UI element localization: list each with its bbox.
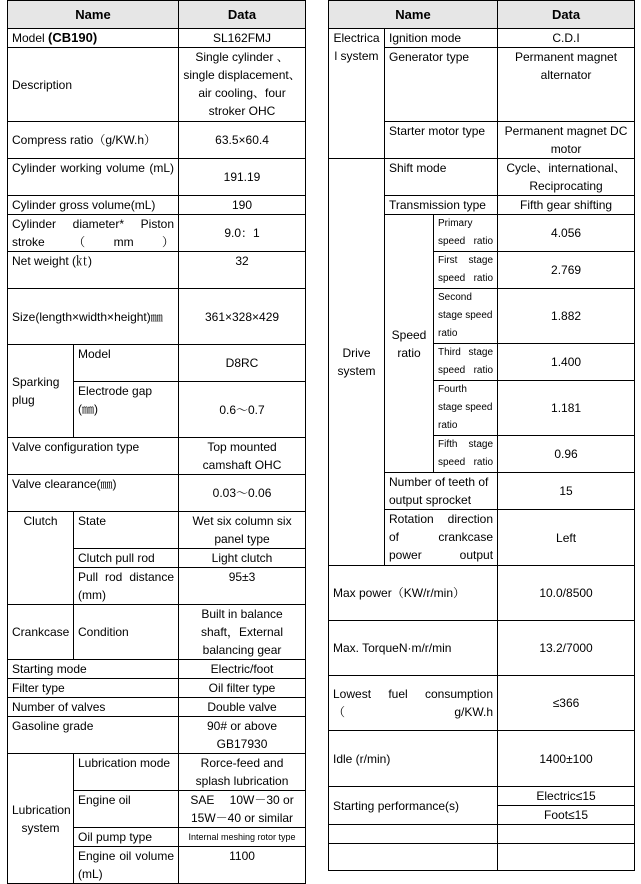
max-torque-label: Max. TorqueN·m/r/min	[329, 621, 498, 676]
clutch-state-value: Wet six column six panel type	[179, 512, 306, 549]
valve-clearance-value: 0.03～0.06	[179, 475, 306, 512]
empty-cell	[329, 825, 498, 844]
empty-cell	[329, 844, 498, 871]
ratio-label: First stage speed ratio	[434, 252, 498, 289]
max-torque-value: 13.2/7000	[498, 621, 635, 676]
gasoline-value: 90# or above GB17930	[179, 717, 306, 754]
row-net-weight	[8, 252, 306, 289]
starting-performance-label: Starting performance(s)	[329, 787, 498, 825]
max-power-value: 10.0/8500	[498, 566, 635, 621]
row-cyl-working-volume	[8, 159, 306, 196]
generator-value: Permanent magnet alternator	[498, 48, 635, 122]
cyl-diameter-label: Cylinder diameter* Piston stroke（mm）	[8, 215, 179, 252]
row-gasoline	[8, 717, 306, 754]
row-starting-mode	[8, 660, 306, 679]
row-valve-config	[8, 438, 306, 475]
net-weight-label: Net weight (㏏)	[8, 252, 179, 289]
cyl-diameter-value: 9.0：1	[179, 215, 306, 252]
filter-type-label: Filter type	[8, 679, 179, 698]
model-code: (CB190)	[48, 30, 98, 45]
crankcase-value: Built in balance shaft，External balancing gear	[179, 605, 306, 660]
gasoline-label: Gasoline grade	[8, 717, 179, 754]
ratio-value: 4.056	[498, 215, 635, 252]
model-value: SL162FMJ	[179, 29, 306, 48]
cyl-working-volume-label: Cylinder working volume (mL)	[8, 159, 179, 196]
empty-cell	[498, 844, 635, 871]
fuel-consumption-label: Lowest fuel consumption （g/KW.h	[329, 676, 498, 731]
starting-electric-value: Electric≤15	[498, 787, 635, 806]
valves-label: Number of valves	[8, 698, 179, 717]
generator-label: Generator type	[385, 48, 498, 122]
crankcase-condition-label: Condition	[74, 605, 179, 660]
ignition-value: C.D.I	[498, 29, 635, 48]
sprocket-teeth-label: Number of teeth of output sprocket	[385, 473, 498, 510]
clutch-pull-rod-label: Clutch pull rod	[74, 549, 179, 568]
max-power-label: Max power（KW/r/min）	[329, 566, 498, 621]
clutch-pull-rod-value: Light clutch	[179, 549, 306, 568]
row-max-torque	[329, 621, 635, 676]
starting-mode-value: Electric/foot	[179, 660, 306, 679]
row-clutch-state	[8, 512, 306, 549]
left-spec-table	[7, 0, 306, 884]
speed-ratio-label: Speed ratio	[385, 215, 434, 473]
rotation-direction-value: Left	[498, 510, 635, 566]
row-lubrication-mode	[8, 754, 306, 791]
description-label: Description	[8, 48, 179, 122]
sparking-plug-model-value: D8RC	[179, 345, 306, 382]
size-value: 361×328×429	[179, 289, 306, 345]
row-empty-2	[329, 844, 635, 871]
electrode-gap-label: Electrode gap (㎜)	[74, 382, 179, 438]
header-row	[8, 1, 306, 29]
net-weight-value: 32	[179, 252, 306, 289]
shift-mode-value: Cycle、international、Reciprocating	[498, 159, 635, 196]
row-size	[8, 289, 306, 345]
starting-foot-value: Foot≤15	[498, 806, 635, 825]
compress-ratio-label: Compress ratio（g/KW.h）	[8, 122, 179, 159]
ratio-value: 1.400	[498, 344, 635, 381]
drive-system-label: Drive system	[329, 159, 385, 566]
ratio-label: Fifth stage speed ratio	[434, 436, 498, 473]
header-name-right: Name	[329, 1, 498, 29]
empty-cell	[498, 825, 635, 844]
ratio-value: 0.96	[498, 436, 635, 473]
row-compress-ratio	[8, 122, 306, 159]
starter-motor-value: Permanent magnet DC motor	[498, 122, 635, 159]
description-value: Single cylinder 、single displacement、air cooling、four stroker OHC	[179, 48, 306, 122]
row-cyl-gross-volume	[8, 196, 306, 215]
row-model	[8, 29, 306, 48]
header-name: Name	[8, 1, 179, 29]
row-ignition	[329, 29, 635, 48]
row-filter-type	[8, 679, 306, 698]
row-max-power	[329, 566, 635, 621]
row-valves	[8, 698, 306, 717]
sparking-plug-model-label: Model	[74, 345, 179, 382]
size-label: Size(length×width×height)㎜	[8, 289, 179, 345]
ratio-label: Primary speed ratio	[434, 215, 498, 252]
ratio-label: Fourth stage speed ratio	[434, 381, 498, 436]
clutch-pull-distance-value: 95±3	[179, 568, 306, 605]
ratio-label: Second stage speed ratio	[434, 289, 498, 344]
header-data-right: Data	[498, 1, 635, 29]
header-row-right	[329, 1, 635, 29]
shift-mode-label: Shift mode	[385, 159, 498, 196]
row-sparking-plug-model	[8, 345, 306, 382]
crankcase-label: Crankcase	[8, 605, 74, 660]
row-crankcase	[8, 605, 306, 660]
compress-ratio-value: 63.5×60.4	[179, 122, 306, 159]
header-data: Data	[179, 1, 306, 29]
engine-oil-value: SAE 10W－30 or 15W－40 or similar	[179, 791, 306, 828]
row-valve-clearance	[8, 475, 306, 512]
lubrication-label: Lubrication system	[8, 754, 74, 884]
idle-value: 1400±100	[498, 731, 635, 787]
oil-pump-value: Internal meshing rotor type	[179, 828, 306, 847]
lubrication-mode-label: Lubrication mode	[74, 754, 179, 791]
electrode-gap-value: 0.6～0.7	[179, 382, 306, 438]
valves-value: Double valve	[179, 698, 306, 717]
row-description	[8, 48, 306, 122]
filter-type-value: Oil filter type	[179, 679, 306, 698]
ratio-value: 1.181	[498, 381, 635, 436]
sprocket-teeth-value: 15	[498, 473, 635, 510]
clutch-state-label: State	[74, 512, 179, 549]
row-shift-mode	[329, 159, 635, 196]
valve-config-label: Valve configuration type	[8, 438, 179, 475]
sparking-plug-label: Sparking plug	[8, 345, 74, 438]
clutch-pull-distance-label: Pull rod distance (mm)	[74, 568, 179, 605]
lubrication-mode-value: Rorce-feed and splash lubrication	[179, 754, 306, 791]
cyl-gross-volume-value: 190	[179, 196, 306, 215]
row-fuel-consumption	[329, 676, 635, 731]
row-starting-performance	[329, 787, 635, 806]
clutch-label: Clutch	[8, 512, 74, 605]
valve-config-value: Top mounted camshaft OHC	[179, 438, 306, 475]
right-spec-table	[328, 0, 635, 871]
idle-label: Idle (r/min)	[329, 731, 498, 787]
transmission-value: Fifth gear shifting	[498, 196, 635, 215]
ratio-label: Third stage speed ratio	[434, 344, 498, 381]
valve-clearance-label: Valve clearance(㎜)	[8, 475, 179, 512]
cyl-working-volume-value: 191.19	[179, 159, 306, 196]
rotation-direction-label: Rotation direction of crankcase power output	[385, 510, 498, 566]
cyl-gross-volume-label: Cylinder gross volume(mL)	[8, 196, 179, 215]
row-empty-1	[329, 825, 635, 844]
model-label: Model	[12, 31, 49, 45]
engine-oil-volume-label: Engine oil volume (mL)	[74, 847, 179, 884]
engine-oil-volume-value: 1100	[179, 847, 306, 884]
row-cyl-diameter	[8, 215, 306, 252]
starter-motor-label: Starter motor type	[385, 122, 498, 159]
starting-mode-label: Starting mode	[8, 660, 179, 679]
row-idle	[329, 731, 635, 787]
ratio-value: 2.769	[498, 252, 635, 289]
transmission-label: Transmission type	[385, 196, 498, 215]
electrical-system-label: Electrical system	[329, 29, 385, 159]
engine-oil-label: Engine oil	[74, 791, 179, 828]
oil-pump-label: Oil pump type	[74, 828, 179, 847]
ignition-label: Ignition mode	[385, 29, 498, 48]
fuel-consumption-value: ≤366	[498, 676, 635, 731]
ratio-value: 1.882	[498, 289, 635, 344]
